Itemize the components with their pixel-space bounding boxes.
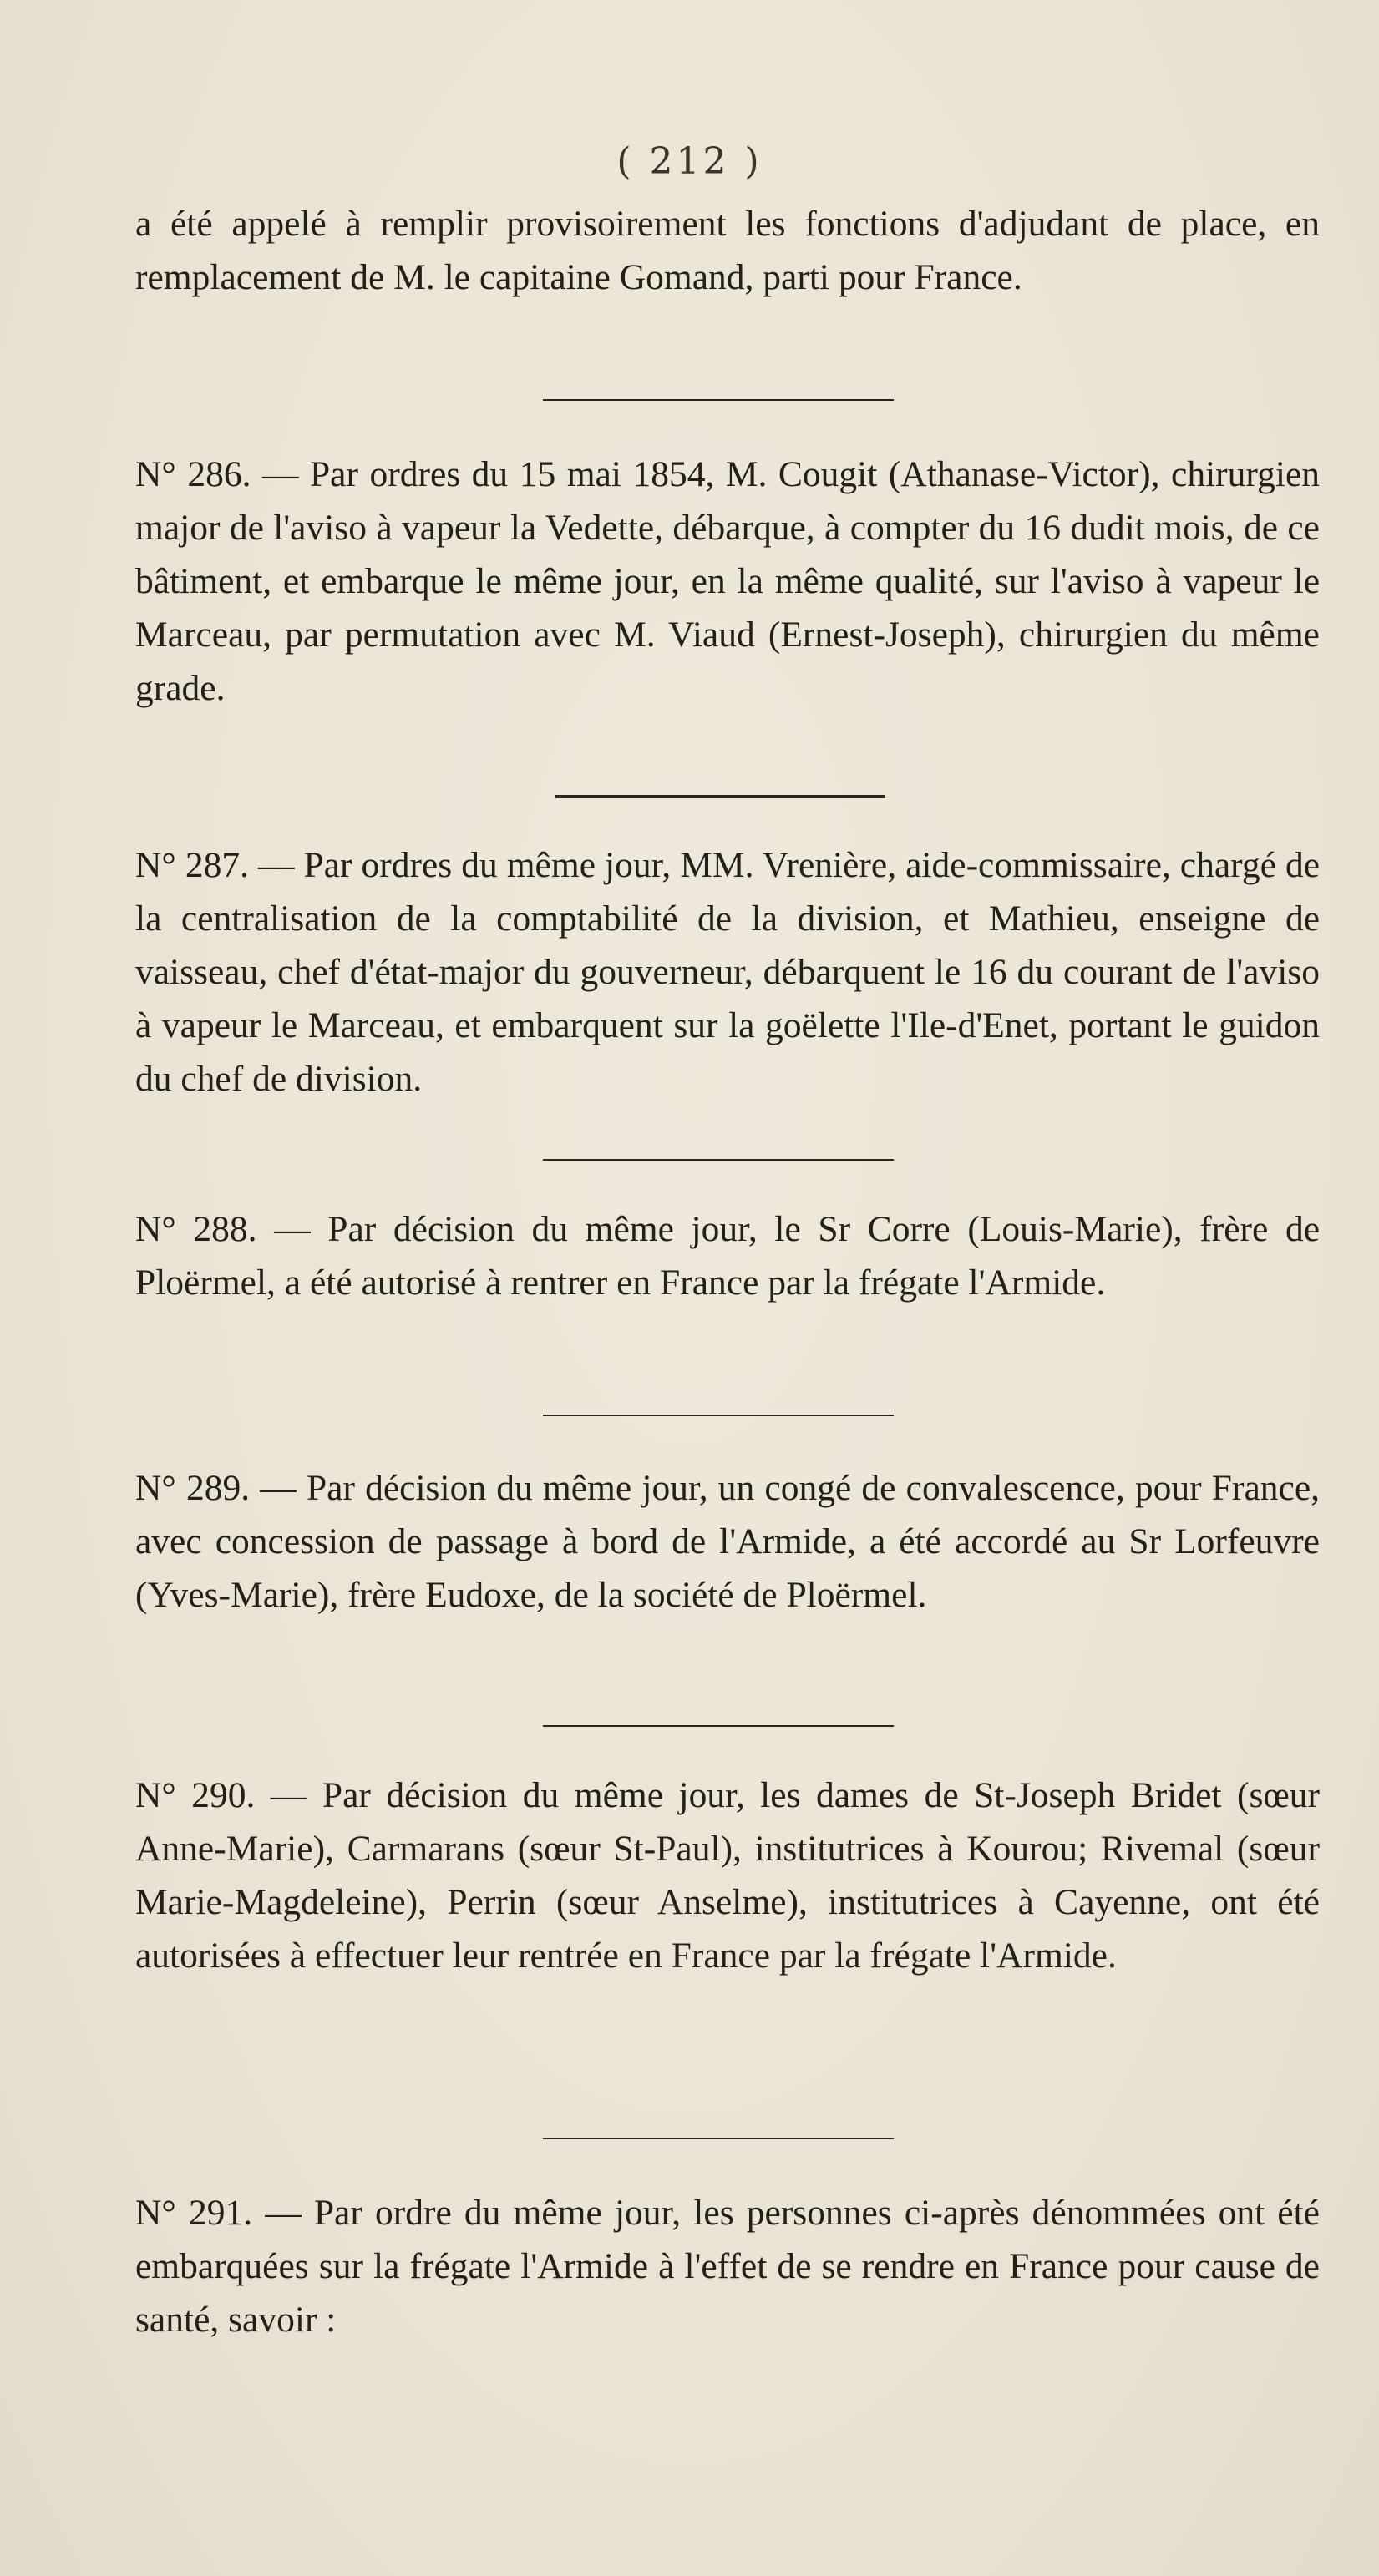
entry-text: — Par décision du même jour, le Sr Corre (Louis-Marie), frère de Ploërmel, a été autorisé à rentrer en France par la frégate l'Armide. [135,1209,1321,1303]
entry-text: — Par décision du même jour, les dames de St-Joseph Bridet (sœur Anne-Marie), Carmarans (sœur St-Paul), institutrices à Kourou; Rivemal (sœur Marie-Magdeleine), Perrin (sœur Anselme), institutrices à Cayenne, ont été autorisées à effectuer leur rentrée en France par la frégate l'Armide. [135,1775,1321,1976]
separator-rule [543,1725,894,1727]
intro-text: a été appelé à remplir provisoirement les fonctions d'adjudant de place, en remplacement de M. le capitaine Gomand, parti pour France. [135,204,1320,297]
separator-rule [543,2138,894,2139]
separator-rule [555,795,885,798]
entry-288 [135,1202,1320,1309]
separator-rule [543,1159,894,1161]
entry-number: N° 288. [135,1209,257,1249]
entry-289 [135,1461,1320,1622]
entry-290 [135,1769,1320,1982]
intro-paragraph [135,197,1320,304]
entry-text: — Par ordres du 15 mai 1854, M. Cougit (Athanase-Victor), chirurgien major de l'aviso à vapeur la Vedette, débarque, à compter du 16 dudit mois, de ce bâtiment, et embarque le même jour, en la même qualité, sur l'aviso à vapeur le Marceau, par permutation avec M. Viaud (Ernest-Joseph), chirurgien du même grade. [135,454,1321,708]
entry-text: — Par ordres du même jour, MM. Vrenière, aide-commissaire, chargé de la centralisation de la comptabilité de la division, et Mathieu, enseigne de vaisseau, chef d'état-major du gouverneur, débarquent le 16 du courant de l'aviso à vapeur le Marceau, et embarquent sur la goëlette l'Ile-d'Enet, portant le guidon du chef de division. [135,845,1320,1099]
entry-number: N° 287. [135,845,249,885]
entry-number: N° 290. [135,1775,256,1815]
entry-287 [135,838,1320,1106]
entry-291 [135,2186,1320,2346]
entry-number: N° 286. [135,454,251,494]
entry-number: N° 291. [135,2193,253,2233]
entry-text: — Par décision du même jour, un congé de convalescence, pour France, avec concession de passage à bord de l'Armide, a été accordé au Sr Lorfeuvre (Yves-Marie), frère Eudoxe, de la société de Ploërmel. [135,1468,1320,1615]
entry-text: — Par ordre du même jour, les personnes ci-après dénommées ont été embarquées sur la frégate l'Armide à l'effet de se rendre en France pour cause de santé, savoir : [135,2193,1320,2340]
entry-286 [135,448,1320,715]
page-number: ( 212 ) [616,140,763,183]
entry-number: N° 289. [135,1468,251,1508]
separator-rule [543,399,894,401]
separator-rule [543,1415,894,1416]
